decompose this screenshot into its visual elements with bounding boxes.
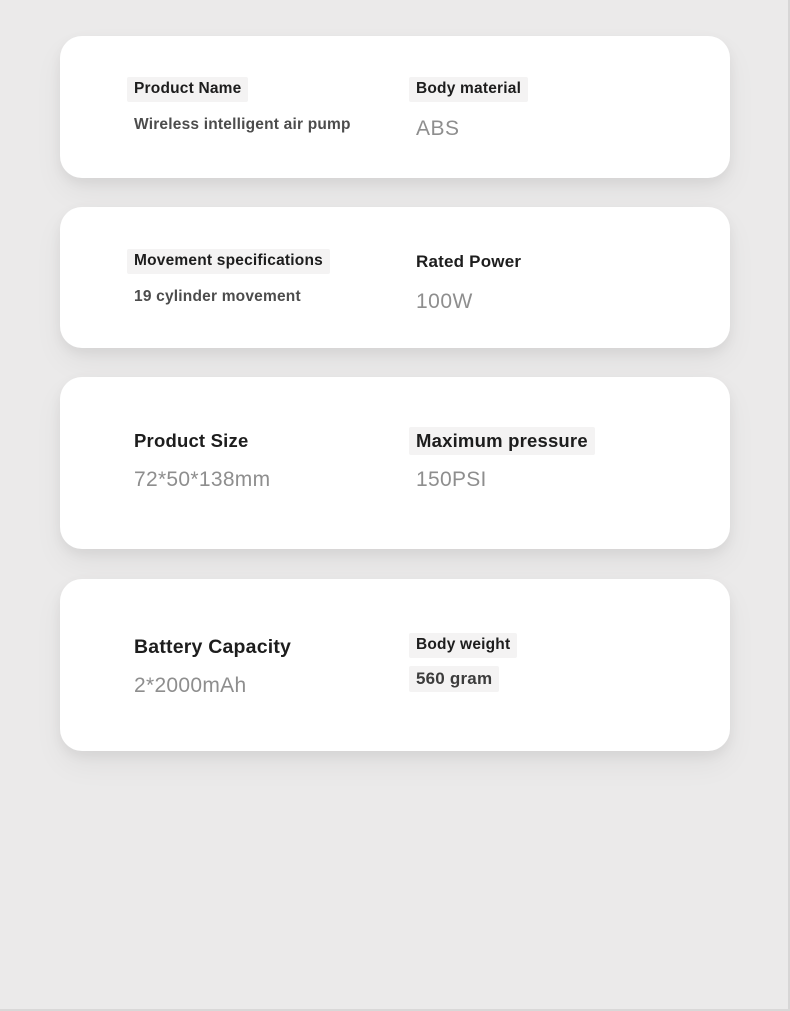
spec-value-body-material: ABS: [416, 116, 460, 140]
spec-card-battery-weight: [60, 579, 730, 751]
spec-value-movement-specifications: 19 cylinder movement: [134, 287, 301, 305]
spec-label-body-weight: Body weight: [409, 633, 517, 658]
spec-value-product-name: Wireless intelligent air pump: [134, 115, 351, 133]
spec-cell-body-weight: [416, 636, 710, 751]
spec-value-battery-capacity: 2*2000mAh: [134, 674, 247, 698]
spec-label-product-name: Product Name: [127, 77, 248, 102]
spec-card-movement-power: [60, 207, 730, 348]
spec-label-rated-power: Rated Power: [416, 252, 522, 271]
spec-card-size-pressure: [60, 377, 730, 549]
spec-label-maximum-pressure: Maximum pressure: [409, 427, 595, 455]
spec-value-maximum-pressure: 150PSI: [416, 468, 487, 492]
spec-label-body-material: Body material: [409, 77, 528, 102]
spec-cell-maximum-pressure: [416, 430, 710, 549]
spec-cell-rated-power: [416, 252, 710, 348]
spec-label-battery-capacity: Battery Capacity: [134, 636, 292, 658]
spec-label-product-size: Product Size: [134, 430, 249, 451]
spec-value-body-weight: 560 gram: [409, 666, 499, 692]
spec-value-rated-power: 100W: [416, 290, 473, 314]
spec-value-product-size: 72*50*138mm: [134, 468, 271, 492]
spec-label-movement-specifications: Movement specifications: [127, 249, 330, 274]
spec-cell-movement-specifications: [134, 252, 416, 348]
spec-card-product-name-material: [60, 36, 730, 178]
spec-cell-product-name: [134, 80, 416, 178]
spec-cell-body-material: [416, 80, 710, 178]
spec-cell-battery-capacity: [134, 636, 416, 751]
spec-cell-product-size: [134, 430, 416, 549]
